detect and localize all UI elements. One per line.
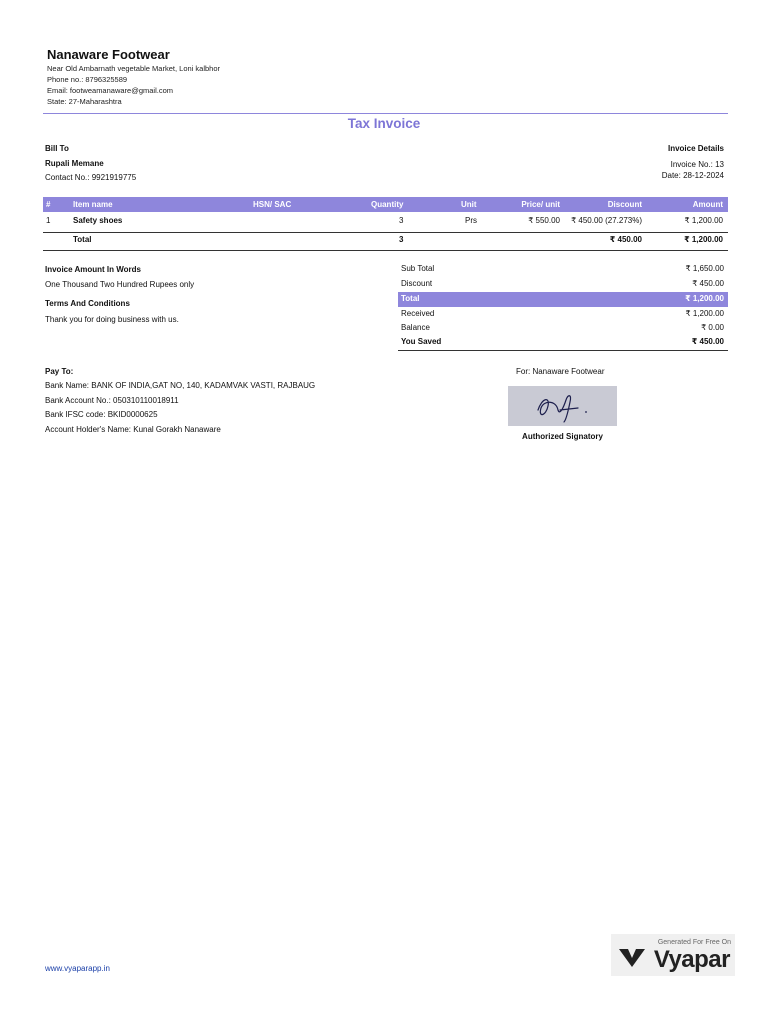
document-title: Tax Invoice [347,116,421,131]
invoice-number: Invoice No.: 13 [670,160,724,169]
row-quantity: 3 [399,216,404,225]
invoice-details-label: Invoice Details [667,144,724,153]
generated-text: Generated For Free On [657,939,731,946]
vyapar-badge [611,934,735,976]
bank-ifsc: Bank IFSC code: BKID0000625 [45,410,158,419]
bill-to-name: Rupali Memane [45,159,104,168]
total-quantity: 3 [399,235,404,244]
col-quantity: Quantity [371,200,404,209]
header-divider [43,113,728,114]
pay-to-label: Pay To: [45,367,74,376]
row-amount: ₹ 1,200.00 [684,216,723,225]
company-phone: Phone no.: 8796325589 [47,75,128,84]
col-discount: Discount [607,200,642,209]
row-discount: ₹ 450.00 (27.273%) [571,216,642,225]
amount-words-value: One Thousand Two Hundred Rupees only [45,280,195,289]
total-amount: ₹ 1,200.00 [684,235,723,244]
website-link[interactable]: www.vyaparapp.in [45,964,110,973]
summary-subtotal: Sub Total ₹ 1,650.00 [401,264,724,273]
total-label: Total [73,235,92,244]
col-amount: Amount [692,200,723,209]
bill-to-contact: Contact No.: 9921919775 [45,173,137,182]
total-discount: ₹ 450.00 [609,235,642,244]
row-number: 1 [46,216,51,225]
bank-account: Bank Account No.: 050310110018911 [45,396,179,405]
row-unit: Prs [465,216,477,225]
row-price: ₹ 550.00 [528,216,560,225]
col-number: # [46,200,51,209]
summary-you-saved: You Saved ₹ 450.00 [398,335,728,351]
vyapar-logo-icon [619,949,645,967]
summary-balance: Balance ₹ 0.00 [401,323,724,332]
bill-to-label: Bill To [45,144,69,153]
authorized-signatory: Authorized Signatory [522,432,603,441]
account-holder: Account Holder's Name: Kunal Gorakh Nanaware [45,425,221,434]
bank-name: Bank Name: BANK OF INDIA,GAT NO, 140, KADAMVAK VASTI, RAJBAUG [45,381,316,390]
company-state: State: 27-Maharashtra [47,97,122,106]
terms-value: Thank you for doing business with us. [45,315,179,324]
signature-scribble [508,386,617,426]
summary-received: Received ₹ 1,200.00 [401,309,724,318]
total-divider [43,250,728,251]
company-address: Near Old Ambarnath vegetable Market, Loni kalbhor [47,64,221,73]
terms-label: Terms And Conditions [45,299,130,308]
items-table-header [43,197,728,212]
col-hsn: HSN/ SAC [253,200,292,209]
table-total-row [43,232,728,250]
row-item-name: Safety shoes [73,216,123,225]
col-price: Price/ unit [521,200,560,209]
invoice-date: Date: 28-12-2024 [661,171,724,180]
signature-image [508,386,617,426]
signature-for: For: Nanaware Footwear [516,367,605,376]
col-unit: Unit [461,200,477,209]
table-row [43,213,728,231]
company-email: Email: footweamanaware@gmail.com [47,86,173,95]
summary-total: Total ₹ 1,200.00 [398,292,728,307]
col-item-name: Item name [73,200,113,209]
amount-words-label: Invoice Amount In Words [45,265,142,274]
summary-discount: Discount ₹ 450.00 [401,279,724,288]
brand-name: Vyapar [653,946,730,973]
company-name: Nanaware Footwear [47,47,170,62]
